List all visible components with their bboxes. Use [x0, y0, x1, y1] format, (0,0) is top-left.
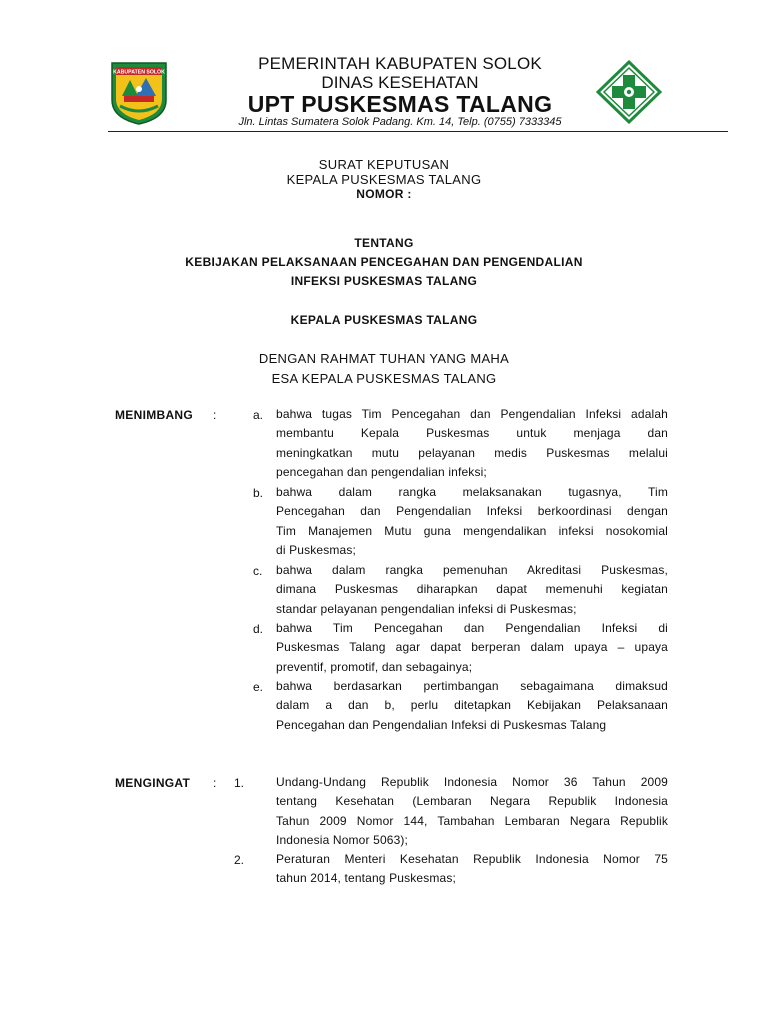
text-line: Tim Manajemen Mutu guna mengendalikan infeksi nosokomial [276, 523, 668, 538]
text-line: Pencegahan dan Pengendalian Infeksi berkoordinasi dengan [276, 504, 668, 519]
mengingat-item-1 [276, 773, 668, 850]
mengingat-item-2 [276, 850, 668, 889]
emblem-text: KABUPATEN SOLOK [113, 69, 165, 76]
kepala-heading: KEPALA PUSKESMAS TALANG [290, 313, 478, 327]
subject-line-2: INFEKSI PUSKESMAS TALANG [290, 274, 478, 288]
text-line: Tahun 2009 Nomor 144, Tambahan Lembaran Negara Republik [276, 813, 668, 828]
menimbang-item-d [276, 619, 668, 677]
menimbang-mark-b: b. [253, 486, 264, 500]
menimbang-item-c [276, 561, 668, 619]
text-line: Undang-Undang Republik Indonesia Nomor 36 Tahun 2009 [276, 775, 668, 789]
text-line: dimana Puskesmas diharapkan dapat memenuhi kegiatan [276, 582, 668, 597]
tentang-label: TENTANG [354, 236, 414, 250]
text-line: pencegahan dan pengendalian infeksi; [276, 464, 487, 479]
text-line: membantu Kepala Puskesmas untuk menjaga dan [276, 426, 668, 441]
menimbang-item-a [276, 405, 668, 482]
header-department: DINAS KESEHATAN [321, 73, 479, 92]
mengingat-mark-1: 1. [234, 776, 245, 790]
text-line: bahwa Tim Pencegahan dan Pengendalian Infeksi di [276, 621, 668, 635]
text-line: meningkatkan mutu pelayanan medis Puskesmas melalui [276, 445, 668, 460]
header-institution: UPT PUSKESMAS TALANG [247, 91, 553, 117]
header-government: PEMERINTAH KABUPATEN SOLOK [258, 54, 542, 73]
text-line: Pencegahan dan Pengendalian Infeksi di Puskesmas Talang [276, 717, 607, 732]
text-line: di Puskesmas; [276, 542, 356, 557]
menimbang-mark-a: a. [253, 408, 264, 422]
rahmat-line-2: ESA KEPALA PUSKESMAS TALANG [271, 371, 497, 386]
text-line: dalam a dan b, perlu ditetapkan Kebijakan Pelaksanaan [276, 698, 668, 713]
menimbang-mark-d: d. [253, 622, 264, 636]
text-line: tahun 2014, tentang Puskesmas; [276, 871, 456, 886]
text-line: Peraturan Menteri Kesehatan Republik Indonesia Nomor 75 [276, 852, 668, 866]
puskesmas-cross-logo-icon [596, 60, 662, 124]
mengingat-colon: : [213, 776, 217, 790]
subject-line-1: KEBIJAKAN PELAKSANAAN PENCEGAHAN DAN PENGENDALIAN [185, 255, 583, 269]
text-line: Indonesia Nomor 5063); [276, 832, 409, 847]
text-line: tentang Kesehatan (Lembaran Negara Republik Indonesia [276, 794, 668, 809]
decree-issuer: KEPALA PUSKESMAS TALANG [286, 172, 482, 187]
menimbang-colon: : [213, 408, 217, 422]
menimbang-label: MENIMBANG [115, 408, 194, 422]
menimbang-mark-e: e. [253, 680, 264, 694]
decree-number: NOMOR : [356, 187, 412, 201]
menimbang-mark-c: c. [253, 564, 263, 578]
text-line: bahwa dalam rangka melaksanakan tugasnya, Tim [276, 485, 668, 499]
menimbang-item-b [276, 483, 668, 560]
text-line: bahwa berdasarkan pertimbangan sebagaimana dimaksud [276, 679, 668, 693]
header-address: Jln. Lintas Sumatera Solok Padang. Km. 14, Telp. (0755) 7333345 [238, 116, 562, 128]
text-line: bahwa tugas Tim Pencegahan dan Pengendalian Infeksi adalah [276, 407, 668, 421]
header-divider [108, 131, 728, 132]
menimbang-item-e [276, 677, 668, 735]
mengingat-label: MENGINGAT [115, 776, 191, 790]
decree-title: SURAT KEPUTUSAN [318, 157, 450, 172]
kabupaten-solok-emblem-icon [108, 60, 170, 126]
mengingat-mark-2: 2. [234, 853, 245, 867]
text-line: preventif, promotif, dan sebagainya; [276, 659, 473, 674]
text-line: bahwa dalam rangka pemenuhan Akreditasi Puskesmas, [276, 563, 668, 577]
text-line: Puskesmas Talang agar dapat berperan dalam upaya – upaya [276, 640, 668, 655]
text-line: standar pelayanan pengendalian infeksi di Puskesmas; [276, 601, 577, 616]
rahmat-line-1: DENGAN RAHMAT TUHAN YANG MAHA [258, 351, 510, 366]
